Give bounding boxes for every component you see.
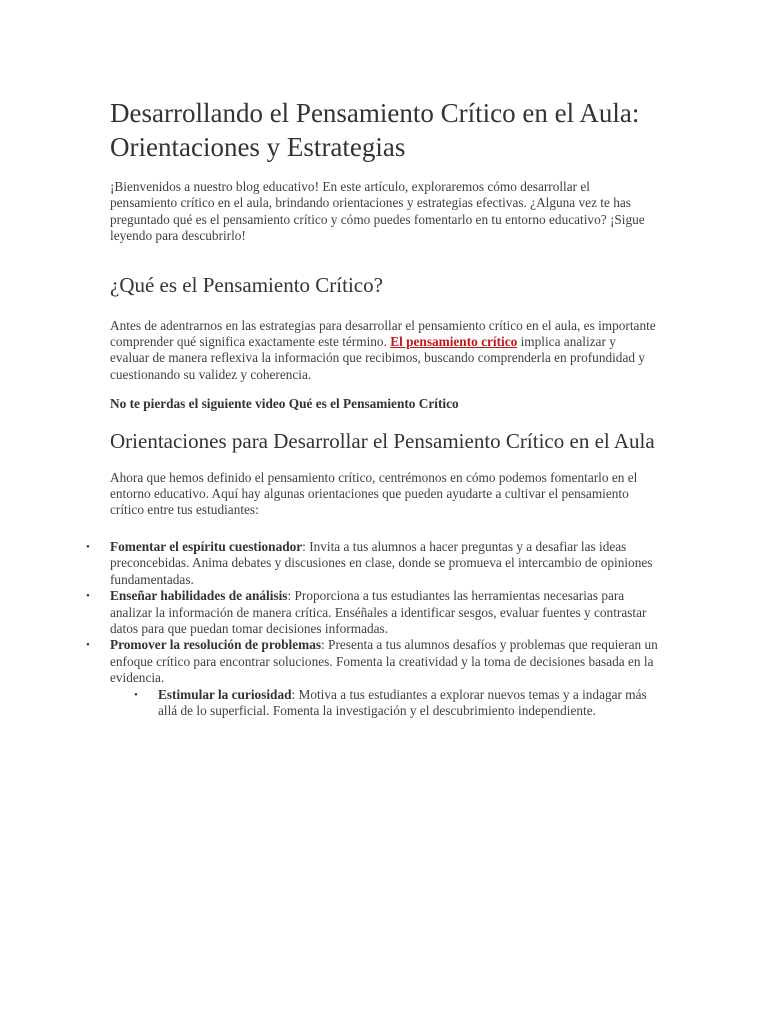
bullet-icon: • bbox=[86, 639, 90, 652]
list-item bbox=[86, 637, 658, 719]
bullet-icon: • bbox=[86, 590, 90, 603]
list-item-term: Promover la resolución de problemas bbox=[110, 637, 322, 653]
bullet-icon: • bbox=[134, 688, 138, 701]
list-item bbox=[86, 588, 658, 637]
orientaciones-list bbox=[86, 539, 658, 719]
video-note: No te pierdas el siguiente video Qué es el Pensamiento Crítico bbox=[110, 396, 459, 412]
definition-text-before: Antes de adentrarnos en las estrategias para desarrollar el pensamiento crítico en el aula, es importante comprender qué significa exactamente este término. bbox=[110, 317, 656, 350]
page-title: Desarrollando el Pensamiento Crítico en el Aula: Orientaciones y Estrategias bbox=[110, 98, 640, 162]
definition-text-after: implica analizar y evaluar de manera reflexiva la información que recibimos, buscando comprenderla en profundidad y cuestionando su validez y coherencia. bbox=[110, 334, 645, 382]
sub-list-item bbox=[134, 687, 658, 720]
intro-paragraph: ¡Bienvenidos a nuestro blog educativo! En este artículo, exploraremos cómo desarrollar el pensamiento crítico en el aula, brindando orientaciones y estrategias efectivas. ¿Alguna vez te has preguntado qué es el pensamiento crítico y cómo puedes fomentarlo en tu entorno educativo? ¡Sigue leyendo para descubrirlo! bbox=[110, 179, 645, 244]
pensamiento-critico-link[interactable]: El pensamiento crítico bbox=[390, 334, 518, 350]
sub-list-item-term: Estimular la curiosidad bbox=[158, 686, 292, 702]
list-item-term: Fomentar el espíritu cuestionador bbox=[110, 538, 303, 554]
section-heading-orientaciones: Orientaciones para Desarrollar el Pensamiento Crítico en el Aula bbox=[110, 428, 655, 453]
bullet-icon: • bbox=[86, 540, 90, 553]
definition-paragraph bbox=[110, 318, 658, 384]
section-heading-what: ¿Qué es el Pensamiento Crítico? bbox=[110, 272, 383, 297]
orientaciones-paragraph: Ahora que hemos definido el pensamiento crítico, centrémonos en cómo podemos fomentarlo en el entorno educativo. Aquí hay algunas orientaciones que pueden ayudarte a cultivar el pensamiento crítico entre tus estudiantes: bbox=[110, 469, 638, 518]
list-item-term: Enseñar habilidades de análisis bbox=[110, 588, 288, 604]
document-page bbox=[86, 96, 658, 719]
sub-list bbox=[110, 687, 658, 720]
sub-list-item-text: : Motiva a tus estudiantes a explorar nuevos temas y a indagar más allá de lo superficial. Fomenta la investigación y el descubrimiento independiente. bbox=[158, 686, 647, 718]
list-item-text: : Invita a tus alumnos a hacer preguntas y a desafiar las ideas preconcebidas. Anima debates y discusiones en clase, donde se promueva el intercambio de opiniones fundamentadas. bbox=[110, 538, 653, 587]
list-item bbox=[86, 539, 658, 588]
list-item-text: : Presenta a tus alumnos desafíos y problemas que requieran un enfoque crítico para encontrar soluciones. Fomenta la creatividad y la toma de decisiones basada en la evidencia. bbox=[110, 637, 658, 686]
list-item-text: : Proporciona a tus estudiantes las herramientas necesarias para analizar la información de manera crítica. Enséñales a identificar sesgos, evaluar fuentes y contrastar datos para que puedan tomar decisiones informadas. bbox=[110, 588, 647, 636]
